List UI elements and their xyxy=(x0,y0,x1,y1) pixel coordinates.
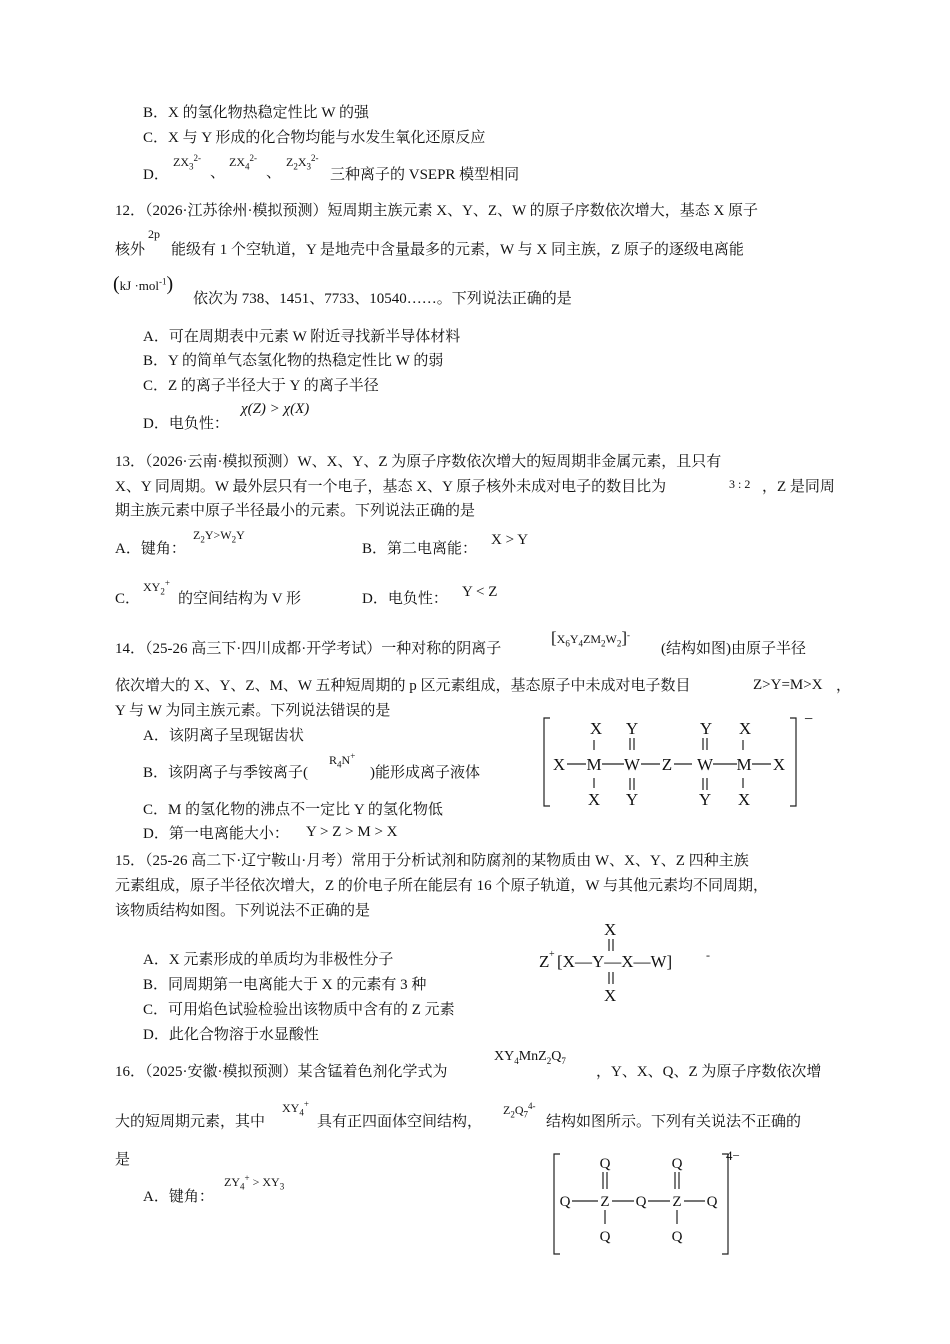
q13-option-a: A．键角： xyxy=(115,541,186,557)
q12-option-a: A．可在周期表中元素 W 附近寻找新半导体材料 xyxy=(143,329,461,345)
q12-option-b: B．Y 的简单气态氢化物的热稳定性比 W 的弱 xyxy=(143,353,444,369)
q11-option-c: C．X 与 Y 形成的化合物均能与水发生氧化还原反应 xyxy=(143,130,486,146)
q14-option-a: A．该阴离子呈现锯齿状 xyxy=(143,728,304,744)
atom-label: X xyxy=(604,986,617,1005)
atom-label: M xyxy=(736,755,752,774)
q15-stem-line2: 元素组成，原子半径依次增大，Z 的价电子所在能层有 16 个原子轨道，W 与其他元素均不同周期， xyxy=(115,878,769,894)
q13-option-c-tail: 的空间结构为 V 形 xyxy=(178,591,302,607)
q14-option-b1: B．该阴离子与季铵离子( xyxy=(143,765,309,781)
q13-stem-line1: 13．（2026·云南·模拟预测）W、X、Y、Z 为原子序数依次增大的短周期非金属元素，且只有 xyxy=(115,454,722,470)
formula-zx4-2minus: $ZX_4^{2-}$ xyxy=(229,153,257,172)
q14-option-c: C．M 的氢化物的沸点不一定比 Y 的氢化物低 xyxy=(143,802,443,818)
atom-label: Y xyxy=(625,719,639,738)
q16-structure-diagram xyxy=(548,1148,748,1260)
q15-structure-diagram xyxy=(535,915,720,1007)
atom-label: Q xyxy=(671,1156,683,1172)
q16-stem-line2a: 大的短周期元素，其中 xyxy=(115,1114,266,1130)
q14-option-d: D．第一电离能大小： xyxy=(143,826,289,842)
q14-option-d-formula: Y > Z > M > X xyxy=(306,824,398,840)
q14-stem-line1: 14．（25-26 高三下·四川成都·开学考试）一种对称的阴离子 xyxy=(115,641,502,657)
separator: 、 xyxy=(266,165,282,181)
q16-stem-line2b: 具有正四面体空间结构， xyxy=(317,1114,483,1130)
q13-stem-line3: 期主族元素中原子半径最小的元素。下列说法正确的是 xyxy=(115,503,476,519)
q13-option-c-formula: $XY_2^+$ xyxy=(143,578,170,597)
atom-label: Z xyxy=(661,755,673,774)
atom-label: Y xyxy=(698,790,712,809)
q16-stem-line1b: ，Y、X、Q、Z 为原子序数依次增 xyxy=(596,1064,822,1080)
atom-label: X xyxy=(738,719,752,738)
q12-stem-line2a: 核外 xyxy=(115,242,146,258)
q13-stem-line2b: ，Z 是同周 xyxy=(762,479,835,495)
q14-stem-line3: Y 与 W 为同主族元素。下列说法错误的是 xyxy=(115,703,391,719)
q13-option-d: D．电负性： xyxy=(362,591,448,607)
q13-option-d-formula: Y < Z xyxy=(462,584,498,600)
q14-option-b2: )能形成离子液体 xyxy=(370,765,480,781)
q16-stem-line3: 是 xyxy=(115,1152,131,1168)
q15-stem-line1: 15．（25-26 高二下·辽宁鞍山·月考）常用于分析试剂和防腐剂的某物质由 W、X、Y、Z 四种主族 xyxy=(115,853,749,869)
q14-anion-formula: $[X_6Y_4ZM_2W_2]^-$ xyxy=(551,628,631,649)
atom-label: Q xyxy=(559,1194,571,1210)
atom-label: W xyxy=(696,755,714,774)
q15-option-d: D．此化合物溶于水显酸性 xyxy=(143,1027,319,1043)
atom-label: X xyxy=(552,755,566,774)
formula-z2x3-2minus: $Z_2X_3^{2-}$ xyxy=(286,153,319,172)
atom-label: Z xyxy=(600,1194,610,1210)
q12-orbital: 2p xyxy=(148,227,160,241)
q12-option-d: D．电负性： xyxy=(143,416,229,432)
atom-label: Q xyxy=(635,1194,647,1210)
q11-option-d xyxy=(143,165,169,185)
anion-bracket: [X—Y—X—W] xyxy=(557,952,673,971)
formula-zx3-2minus: $ZX_3^{2-}$ xyxy=(173,153,201,172)
anion-charge: 4− xyxy=(726,1148,740,1163)
q14-stem-line1b: (结构如图)由原子半径 xyxy=(661,641,806,657)
atom-label: X xyxy=(604,920,617,939)
q13-option-c: C． xyxy=(115,591,141,607)
q16-option-a-formula: $ZY_4^+ > XY_3$ xyxy=(224,1173,285,1192)
q16-xy4-plus: $XY_4^+$ xyxy=(282,1099,309,1118)
atom-label: X xyxy=(589,719,603,738)
q12-unit: (kJ ·mol$^{-1}$) xyxy=(113,273,174,295)
q15-stem-line3: 该物质结构如图。下列说法不正确的是 xyxy=(115,903,371,919)
q15-option-c: C．可用焰色试验检验出该物质中含有的 Z 元素 xyxy=(143,1002,455,1018)
q12-option-c: C．Z 的离子半径大于 Y 的离子半径 xyxy=(143,378,379,394)
atom-label: X xyxy=(772,755,786,774)
q16-stem-line2c: 结构如图所示。下列有关说法不正确的 xyxy=(546,1114,802,1130)
atom-label: Q xyxy=(706,1194,718,1210)
q12-stem-line1: 12．（2026·江苏徐州·模拟预测）短周期主族元素 X、Y、Z、W 的原子序数依次增大，基态 X 原子 xyxy=(115,203,759,219)
svg-text:-: - xyxy=(706,948,710,962)
atom-label: Y xyxy=(699,719,713,738)
q14-structure-diagram xyxy=(540,712,820,812)
q12-stem-line3: 依次为 738、1451、7733、10540……。下列说法正确的是 xyxy=(193,291,572,307)
atom-label: Q xyxy=(599,1229,611,1245)
q12-stem-line2b: 能级有 1 个空轨道，Y 是地壳中含量最多的元素，W 与 X 同主族，Z 原子的逐级电离能 xyxy=(171,242,744,258)
q14-stem-line2: 依次增大的 X、Y、Z、M、W 五种短周期的 p 区元素组成，基态原子中未成对电子数目 xyxy=(115,678,691,694)
atom-label: X xyxy=(737,790,751,809)
q15-option-a: A．X 元素形成的单质均为非极性分子 xyxy=(143,952,394,968)
q13-option-b: B．第二电离能： xyxy=(362,541,478,557)
q16-colorant-formula: $XY_4MnZ_2Q_7$ xyxy=(494,1049,566,1066)
svg-text:+: + xyxy=(549,949,555,960)
q16-z2q7-4minus: $Z_2Q_7^{4-}$ xyxy=(503,1101,536,1120)
q13-option-b-formula: X > Y xyxy=(491,532,529,548)
q13-option-a-formula: $Z_2Y>W_2Y$ xyxy=(193,528,245,545)
q12-option-d-formula: χ(Z) > χ(X) xyxy=(241,401,310,417)
q13-ratio: 3 : 2 xyxy=(729,477,751,491)
atom-label: Z xyxy=(672,1194,682,1210)
atom-label: Q xyxy=(671,1229,683,1245)
atom-label: M xyxy=(586,755,602,774)
separator: 、 xyxy=(210,165,226,181)
atom-label: Y xyxy=(625,790,639,809)
atom-label: W xyxy=(623,755,641,774)
q16-stem-line1a: 16．（2025·安徽·模拟预测）某含锰着色剂化学式为 xyxy=(115,1064,448,1080)
q13-stem-line2a: X、Y 同周期。W 最外层只有一个电子，基态 X、Y 原子核外未成对电子的数目比为 xyxy=(115,479,667,495)
q11-option-d-label: D． xyxy=(143,167,169,183)
q14-stem-line2-end: ， xyxy=(836,678,852,694)
anion-charge: − xyxy=(804,712,814,728)
q14-unpaired-formula: Z>Y=M>X xyxy=(753,677,823,693)
q14-quaternary-ammonium: $R_4N^+$ xyxy=(329,751,356,770)
q11-option-d-tail: 三种离子的 VSEPR 模型相同 xyxy=(330,167,520,183)
atom-label: X xyxy=(587,790,601,809)
cation-label: Z xyxy=(539,952,550,971)
q15-option-b: B．同周期第一电离能大于 X 的元素有 3 种 xyxy=(143,977,427,993)
atom-label: Q xyxy=(599,1156,611,1172)
q11-option-b: B．X 的氢化物热稳定性比 W 的强 xyxy=(143,105,369,121)
q16-option-a: A．键角： xyxy=(143,1189,214,1205)
